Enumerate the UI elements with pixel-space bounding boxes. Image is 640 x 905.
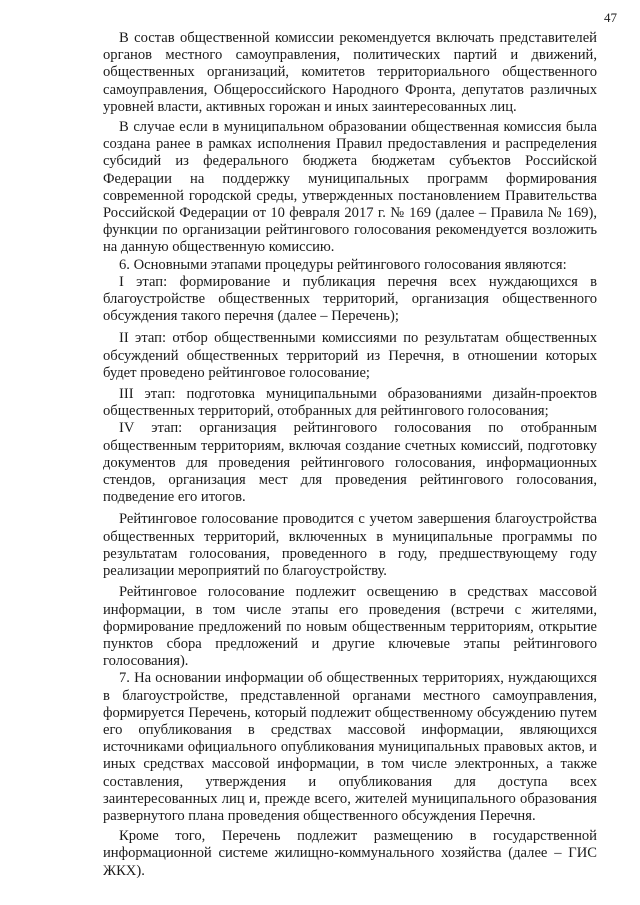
page-number: 47 [604,10,617,25]
paragraph-stage-4: IV этап: организация рейтингового голосования по отобранным общественным территориям, включая создание счетных комиссий, подготовку документов для проведения рейтингового голосования, информационных стендов, организация мест для проведения рейтингового голосования, подведение его итогов. [103,420,597,506]
paragraph-media-coverage: Рейтинговое голосование подлежит освещению в средствах массовой информации, в том числе этапы его проведения (встречи с жителями, формирование предложений по новым общественным территориям, открытие пунктов сбора предложений и другие ключевые этапы рейтингового голосования). [103,584,597,670]
paragraph-commission-composition: В состав общественной комиссии рекомендуется включать представителей органов местного самоуправления, политических партий и движений, общественных организаций, комитетов территориального общественного самоуправления, Общероссийского Народного Фронта, депутатов различных уровней власти, активных горожан и иных заинтересованных лиц. [103,30,597,115]
paragraph-voting-conditions: Рейтинговое голосование проводится с учетом завершения благоустройства общественных территорий, включенных в муниципальные программы по результатам голосования, проведенного в году, предшествующему году реализации мероприятий по благоустройству. [103,511,597,580]
paragraph-voting-stages-heading: 6. Основными этапами процедуры рейтингового голосования являются: [119,256,567,273]
document-body [103,30,597,880]
paragraph-existing-commission: В случае если в муниципальном образовании общественная комиссия была создана ранее в рамках исполнения Правил предоставления и распределения субсидий из федерального бюджета бюджетам субъектов Российской Федерации на поддержку муниципальных программ формирования современной городской среды, утвержденных постановлением Правительства Российской Федерации от 10 февраля 2017 г. № 169 (далее – Правила № 169), функции по организации рейтингового голосования рекомендуется возложить на данную общественную комиссию. [103,119,597,256]
paragraph-gis-placement: Кроме того, Перечень подлежит размещению в государственной информационной системе жилищно-коммунального хозяйства (далее – ГИС ЖКХ). [103,828,597,879]
paragraph-stage-3: III этап: подготовка муниципальными образованиями дизайн-проектов общественных территорий, отобранных для рейтингового голосования; [103,386,597,420]
paragraph-stage-1: I этап: формирование и публикация перечня всех нуждающихся в благоустройстве общественных территорий, организация общественного обсуждения такого перечня (далее – Перечень); [103,273,597,325]
paragraph-stage-2: II этап: отбор общественными комиссиями по результатам общественных обсуждений общественных территорий из Перечня, в отношении которых будет проведено рейтинговое голосование; [103,330,597,381]
paragraph-list-formation: 7. На основании информации об общественных территориях, нуждающихся в благоустройстве, представленной органами местного самоуправления, формируется Перечень, который подлежит общественному обсуждению путем его опубликования в средствах массовой информации, являющихся источниками официального опубликования муниципальных правовых актов, и иных средствах массовой информации, в том числе электронных, а также составления, утверждения и опубликования для доступа всех заинтересованных лиц и, прежде всего, жителей муниципального образования развернутого плана проведения общественного обсуждения Перечня. [103,670,597,824]
